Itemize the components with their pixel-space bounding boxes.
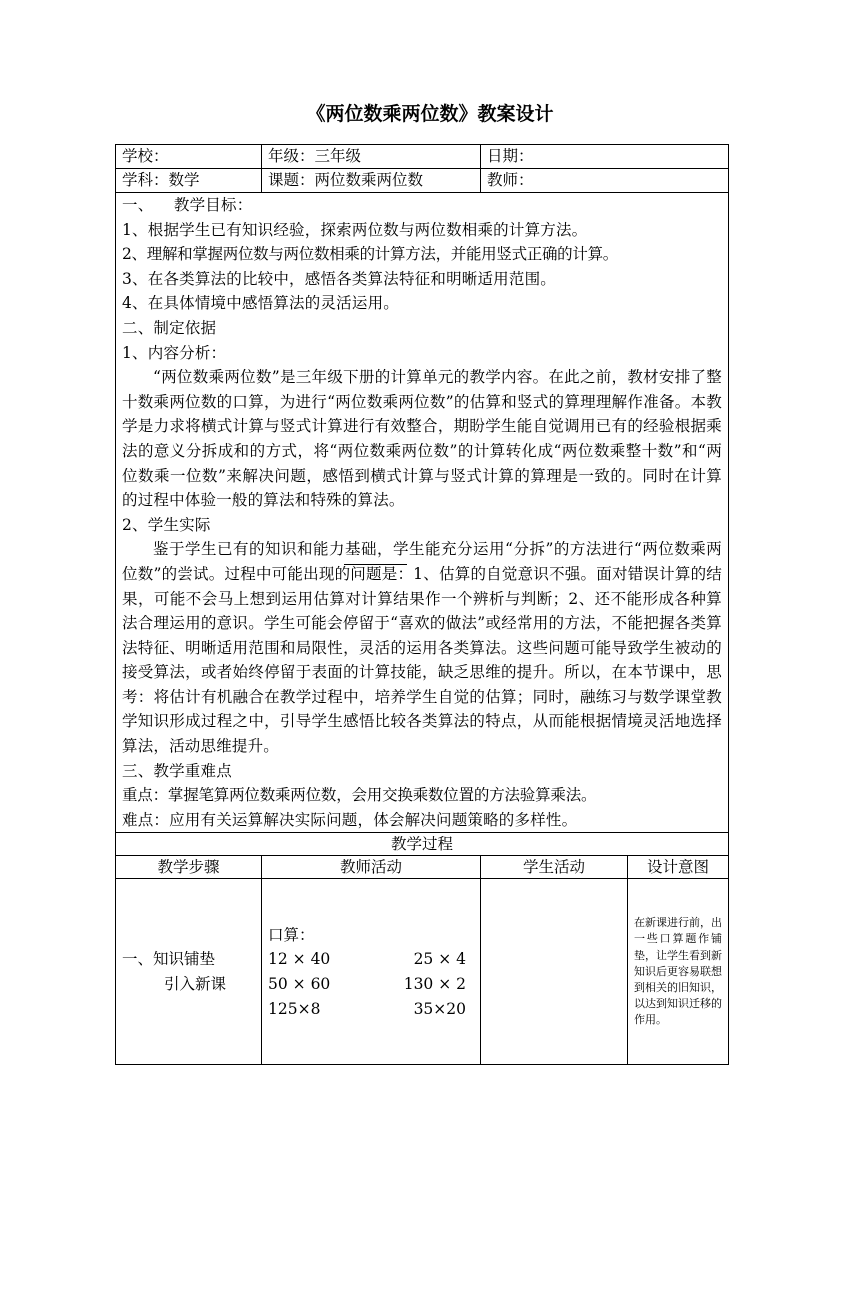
goal-1: 1、根据学生已有知识经验，探索两位数与两位数相乘的计算方法。 bbox=[122, 220, 588, 239]
process-title: 教学过程 bbox=[116, 833, 729, 856]
section-key-points-title: 三、教学重难点 bbox=[122, 761, 232, 780]
calc-item: 130 × 2 bbox=[403, 974, 466, 993]
step-cell bbox=[116, 879, 262, 1065]
header-row-1 bbox=[116, 145, 729, 169]
calc-item: 35×20 bbox=[413, 999, 466, 1018]
calc-item: 25 × 4 bbox=[413, 950, 466, 969]
section-basis-title: 二、制定依据 bbox=[122, 318, 217, 337]
oral-calc-title: 口算： bbox=[268, 925, 315, 944]
header-row-2 bbox=[116, 169, 729, 193]
lesson-plan-table bbox=[115, 144, 729, 1065]
date-cell: 日期： bbox=[481, 145, 729, 169]
calc-item: 125×8 bbox=[268, 999, 321, 1018]
topic-cell: 课题：两位数乘两位数 bbox=[262, 169, 481, 193]
design-intent-cell: 在新课进行前，出一些口算题作铺垫，让学生看到新知识后更容易联想到相关的旧知识，以达到知识迁移的作用。 bbox=[628, 879, 729, 1065]
goal-4: 4、在具体情境中感悟算法的灵活运用。 bbox=[122, 294, 399, 313]
grade-cell: 年级：三年级 bbox=[262, 145, 481, 169]
teacher-activity-cell bbox=[262, 879, 481, 1065]
body-row bbox=[116, 193, 729, 833]
goal-3: 3、在各类算法的比较中，感悟各类算法特征和明晰适用范围。 bbox=[122, 269, 556, 288]
calc-item: 12 × 40 bbox=[268, 950, 331, 969]
key-point: 重点：掌握笔算两位数乘两位数，会用交换乘数位置的方法验算乘法。 bbox=[122, 786, 597, 805]
lesson-body bbox=[116, 193, 729, 833]
difficulty-point: 难点：应用有关运算解决实际问题，体会解决问题策略的多样性。 bbox=[122, 810, 578, 829]
calc-row bbox=[268, 997, 466, 1022]
school-cell: 学校： bbox=[116, 145, 262, 169]
content-analysis-title: 1、内容分析： bbox=[122, 343, 227, 362]
student-situation-title: 2、学生实际 bbox=[122, 515, 211, 534]
step-line-1: 一、知识铺垫 bbox=[122, 950, 216, 969]
subject-cell: 学科：数学 bbox=[116, 169, 262, 193]
col-header-steps: 教学步骤 bbox=[116, 856, 262, 879]
content-analysis-paragraph: “两位数乘两位数”是三年级下册的计算单元的教学内容。在此之前，教材安排了整十数乘两位数的口算，为进行“两位数乘两位数”的估算和竖式的算理理解作准备。本教学是力求将横式计算与竖式计算进行有效整合，期盼学生能自觉调用已有的经验根据乘法的意义分拆成和的方式，将“两位数乘两位数”的计算转化成“两位数乘整十数”和“两位数乘一位数”来解决问题，感悟到横式计算与竖式计算的算理是一致的。同时在计算的过程中体验一般的算法和特殊的算法。 bbox=[122, 368, 723, 510]
student-activity-cell bbox=[481, 879, 628, 1065]
teacher-cell: 教师： bbox=[481, 169, 729, 193]
section-goals-title: 一、 教学目标： bbox=[122, 196, 253, 214]
calc-row bbox=[268, 972, 466, 997]
process-title-row bbox=[116, 833, 729, 856]
document-title: 《两位数乘两位数》教案设计 bbox=[306, 103, 554, 125]
col-header-student: 学生活动 bbox=[481, 856, 628, 879]
calc-item: 50 × 60 bbox=[268, 974, 331, 993]
col-header-teacher: 教师活动 bbox=[262, 856, 481, 879]
col-header-intent: 设计意图 bbox=[628, 856, 729, 879]
calc-row bbox=[268, 947, 466, 972]
underline-mark bbox=[344, 564, 407, 565]
process-column-headers bbox=[116, 856, 729, 879]
student-situation-paragraph: 鉴于学生已有的知识和能力基础，学生能充分运用“分拆”的方法进行“两位数乘两位数”的尝试。过程中可能出现的问题是：1、估算的自觉意识不强。面对错误计算的结果，可能不会马上想到运用估算对计算结果作一个辨析与判断；2、还不能形成各种算法合理运用的意识。学生可能会停留于“喜欢的做法”或经常用的方法，不能把握各类算法特征、明晰适用范围和局限性，灵活的运用各类算法。这些问题可能导致学生被动的接受算法，或者始终停留于表面的计算技能，缺乏思维的提升。所以，在本节课中，思考：将估计有机融合在教学过程中，培养学生自觉的估算；同时，融练习与数学课堂教学知识形成过程之中，引导学生感悟比较各类算法的特点，从而能根据情境灵活地选择算法，活动思维提升。 bbox=[122, 540, 723, 756]
process-row bbox=[116, 879, 729, 1065]
step-line-2: 引入新课 bbox=[164, 974, 227, 993]
goal-2: 2、理解和掌握两位数与两位数相乘的计算方法，并能用竖式正确的计算。 bbox=[122, 245, 618, 264]
